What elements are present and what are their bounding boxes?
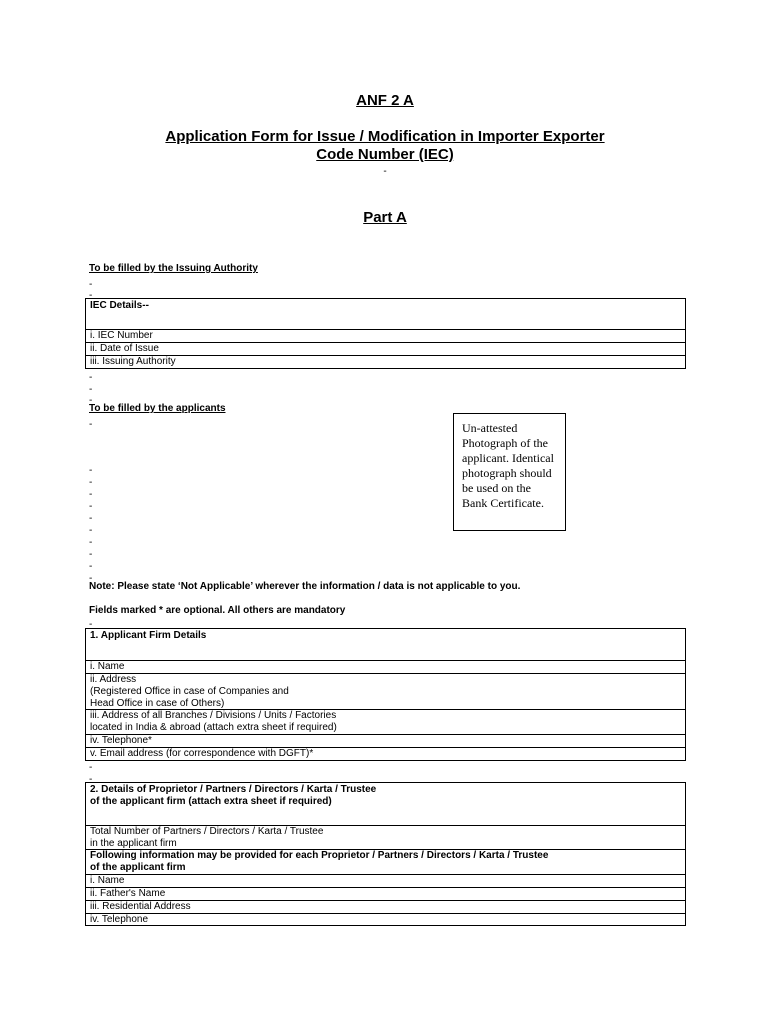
firm-address-row: ii. Address (Registered Office in case of Companies and Head Office in case of Others) — [86, 673, 685, 709]
issuing-heading: To be filled by the Issuing Authority — [89, 263, 258, 274]
dash-marker: - — [89, 501, 93, 512]
dash-marker: - — [89, 549, 93, 560]
form-title-line1: Application Form for Issue / Modification in Importer Exporter — [165, 128, 605, 145]
dash-marker: - — [89, 619, 93, 630]
proprietor-details-header: 2. Details of Proprietor / Partners / Directors / Karta / Trustee of the applicant firm (attach extra sheet if required) — [90, 784, 377, 807]
part-title: Part A — [363, 209, 407, 226]
note-text: Note: Please state ‘Not Applicable’ wherever the information / data is not applicable to you. — [89, 581, 521, 592]
dash-marker: - — [89, 465, 93, 476]
telephone-row: iv. Telephone* — [86, 734, 685, 747]
info-instruction-row: Following information may be provided for each Proprietor / Partners / Directors / Karta / Trustee of the applicant firm — [86, 849, 685, 874]
form-title-line2: Code Number (IEC) — [316, 146, 454, 163]
dash-marker: - — [89, 279, 93, 290]
branches-address-row: iii. Address of all Branches / Divisions / Units / Factories located in India & abroad (attach extra sheet if required) — [86, 709, 685, 734]
dash-marker: - — [89, 762, 93, 773]
firm-details-table — [85, 628, 686, 761]
photograph-box: Un-attested Photograph of the applicant. Identical photograph should be used on the Bank Certificate. — [453, 413, 566, 531]
dash-marker: - — [89, 477, 93, 488]
date-of-issue-row: ii. Date of Issue — [86, 342, 685, 355]
dash-marker: - — [89, 419, 93, 430]
iec-details-header: IEC Details-- — [90, 300, 149, 311]
proprietor-details-table — [85, 782, 686, 926]
applicants-heading: To be filled by the applicants — [89, 403, 226, 414]
dash-marker: - — [89, 525, 93, 536]
fields-note: Fields marked * are optional. All others are mandatory — [89, 605, 346, 616]
firm-details-header: 1. Applicant Firm Details — [90, 630, 207, 641]
form-title — [0, 128, 770, 164]
iec-number-row: i. IEC Number — [86, 329, 685, 342]
total-partners-row: Total Number of Partners / Directors / Karta / Trustee in the applicant firm — [86, 825, 685, 849]
dash-marker: - — [89, 537, 93, 548]
issuing-authority-row: iii. Issuing Authority — [86, 355, 685, 368]
dash-marker: - — [89, 395, 93, 406]
proprietor-name-row: i. Name — [86, 874, 685, 887]
fathers-name-row: ii. Father's Name — [86, 887, 685, 900]
proprietor-telephone-row: iv. Telephone — [86, 913, 685, 925]
dash-marker: - — [89, 384, 93, 395]
dash-marker: - — [89, 290, 93, 301]
dash-marker: - — [89, 561, 93, 572]
dash-marker: - — [89, 513, 93, 524]
residential-address-row: iii. Residential Address — [86, 900, 685, 913]
form-code: ANF 2 A — [356, 92, 414, 109]
dash-marker: - — [89, 489, 93, 500]
dash-marker: - — [89, 372, 93, 383]
firm-name-row: i. Name — [86, 660, 685, 673]
header-dash: - — [383, 166, 387, 177]
iec-details-table — [85, 298, 686, 369]
dash-marker: - — [89, 774, 93, 785]
email-row: v. Email address (for correspondence with DGFT)* — [86, 747, 685, 760]
dash-marker: - — [89, 573, 93, 584]
